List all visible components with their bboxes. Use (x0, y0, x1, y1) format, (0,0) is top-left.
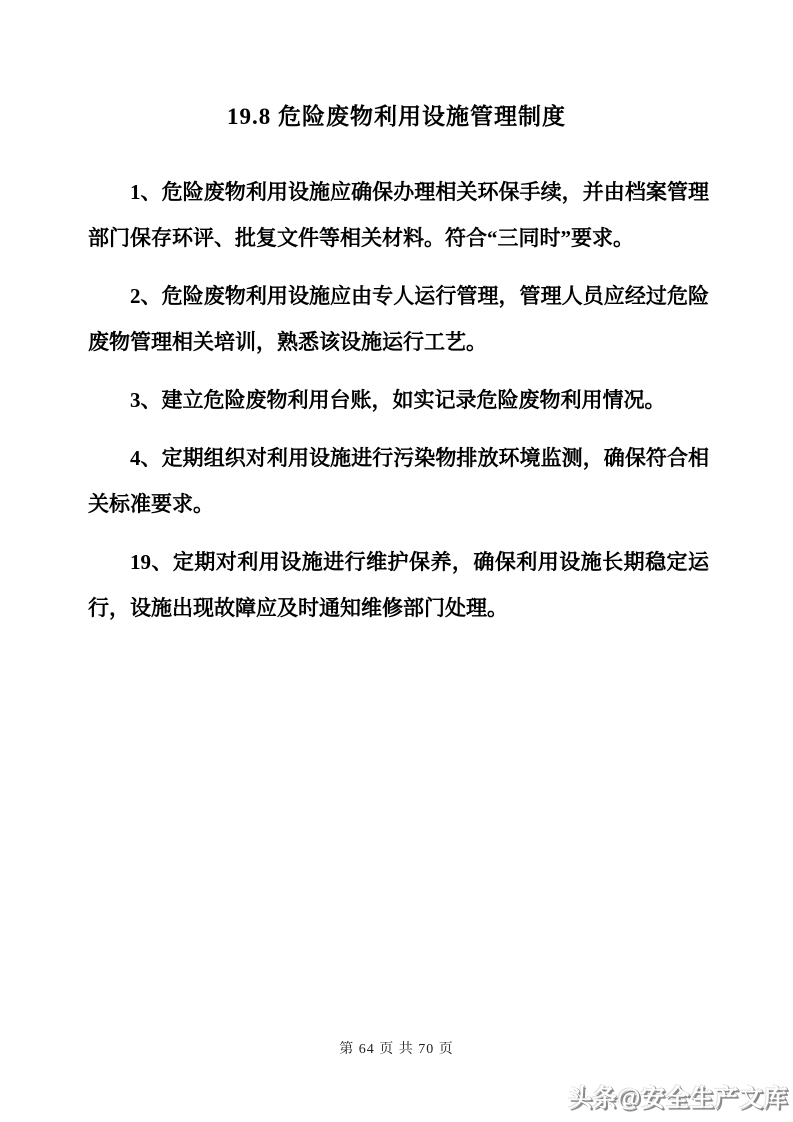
paragraph-3: 3、建立危险废物利用台账，如实记录危险废物利用情况。 (130, 388, 666, 412)
paragraph-5: 19、定期对利用设施进行维护保养，确保利用设施长期稳定运行，设施出现故障应及时通知维修部门处理。 (88, 550, 709, 620)
paragraph-2: 2、危险废物利用设施应由专人运行管理，管理人员应经过危险废物管理相关培训，熟悉该设施运行工艺。 (88, 284, 709, 354)
page-number-footer: 第 64 页 共 70 页 (339, 1042, 454, 1057)
paragraph-1: 1、危险废物利用设施应确保办理相关环保手续，并由档案管理部门保存环评、批复文件等相关材料。符合“三同时”要求。 (88, 180, 709, 250)
watermark-text: 头条@安全生产文库 (568, 1085, 788, 1112)
paragraph-4: 4、定期组织对利用设施进行污染物排放环境监测，确保符合相关标准要求。 (88, 446, 709, 516)
section-title: 19.8 危险废物利用设施管理制度 (227, 104, 566, 129)
document-body (0, 133, 793, 631)
